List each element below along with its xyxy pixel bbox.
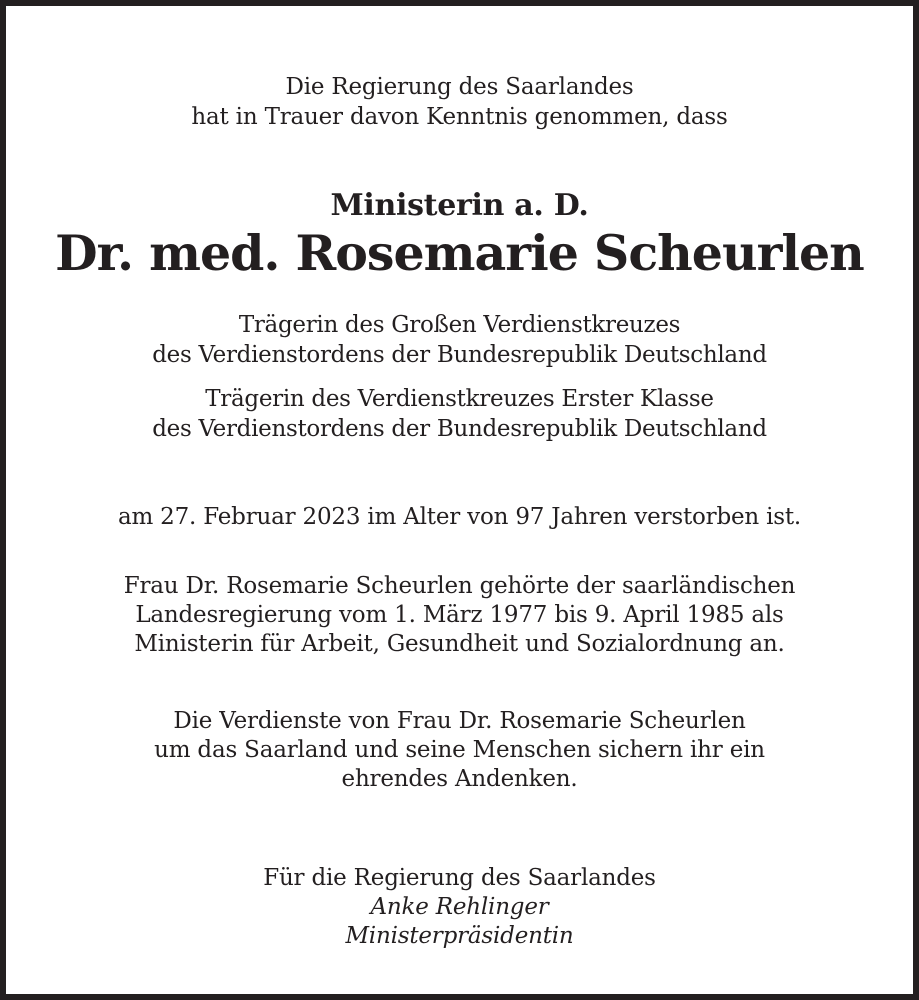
deceased-title: Ministerin a. D. bbox=[330, 188, 589, 223]
intro-line-2: hat in Trauer davon Kenntnis genommen, dass bbox=[191, 104, 728, 130]
signature-role: Ministerpräsidentin bbox=[345, 923, 574, 949]
tribute-line-2: um das Saarland und seine Menschen sichern ihr ein bbox=[154, 737, 765, 763]
biography-paragraph bbox=[6, 572, 913, 659]
deceased-name: Dr. med. Rosemarie Scheurlen bbox=[55, 224, 864, 282]
honor-2-line-1: Trägerin des Verdienstkreuzes Erster Klasse bbox=[205, 386, 714, 412]
closing-block bbox=[6, 864, 913, 951]
honor-grosses-verdienstkreuz bbox=[6, 310, 913, 370]
biography-line-3: Ministerin für Arbeit, Gesundheit und Sozialordnung an. bbox=[134, 631, 785, 657]
tribute-line-3: ehrendes Andenken. bbox=[341, 766, 578, 792]
closing-on-behalf: Für die Regierung des Saarlandes bbox=[263, 865, 656, 891]
tribute-paragraph bbox=[6, 707, 913, 794]
honor-2-line-2: des Verdienstordens der Bundesrepublik Deutschland bbox=[152, 416, 767, 442]
notice-content bbox=[6, 6, 913, 994]
biography-line-1: Frau Dr. Rosemarie Scheurlen gehörte der saarländischen bbox=[123, 573, 796, 599]
intro-statement bbox=[6, 72, 913, 132]
death-statement: am 27. Februar 2023 im Alter von 97 Jahren verstorben ist. bbox=[117, 504, 802, 530]
honor-1-line-1: Trägerin des Großen Verdienstkreuzes bbox=[238, 312, 681, 338]
deceased-block bbox=[6, 188, 913, 282]
tribute-line-1: Die Verdienste von Frau Dr. Rosemarie Scheurlen bbox=[173, 708, 746, 734]
biography-line-2: Landesregierung vom 1. März 1977 bis 9. April 1985 als bbox=[135, 602, 784, 628]
signature-name: Anke Rehlinger bbox=[370, 894, 549, 920]
honor-1-line-2: des Verdienstordens der Bundesrepublik Deutschland bbox=[152, 342, 767, 368]
honor-verdienstkreuz-erster-klasse bbox=[6, 384, 913, 444]
intro-line-1: Die Regierung des Saarlandes bbox=[285, 74, 634, 100]
